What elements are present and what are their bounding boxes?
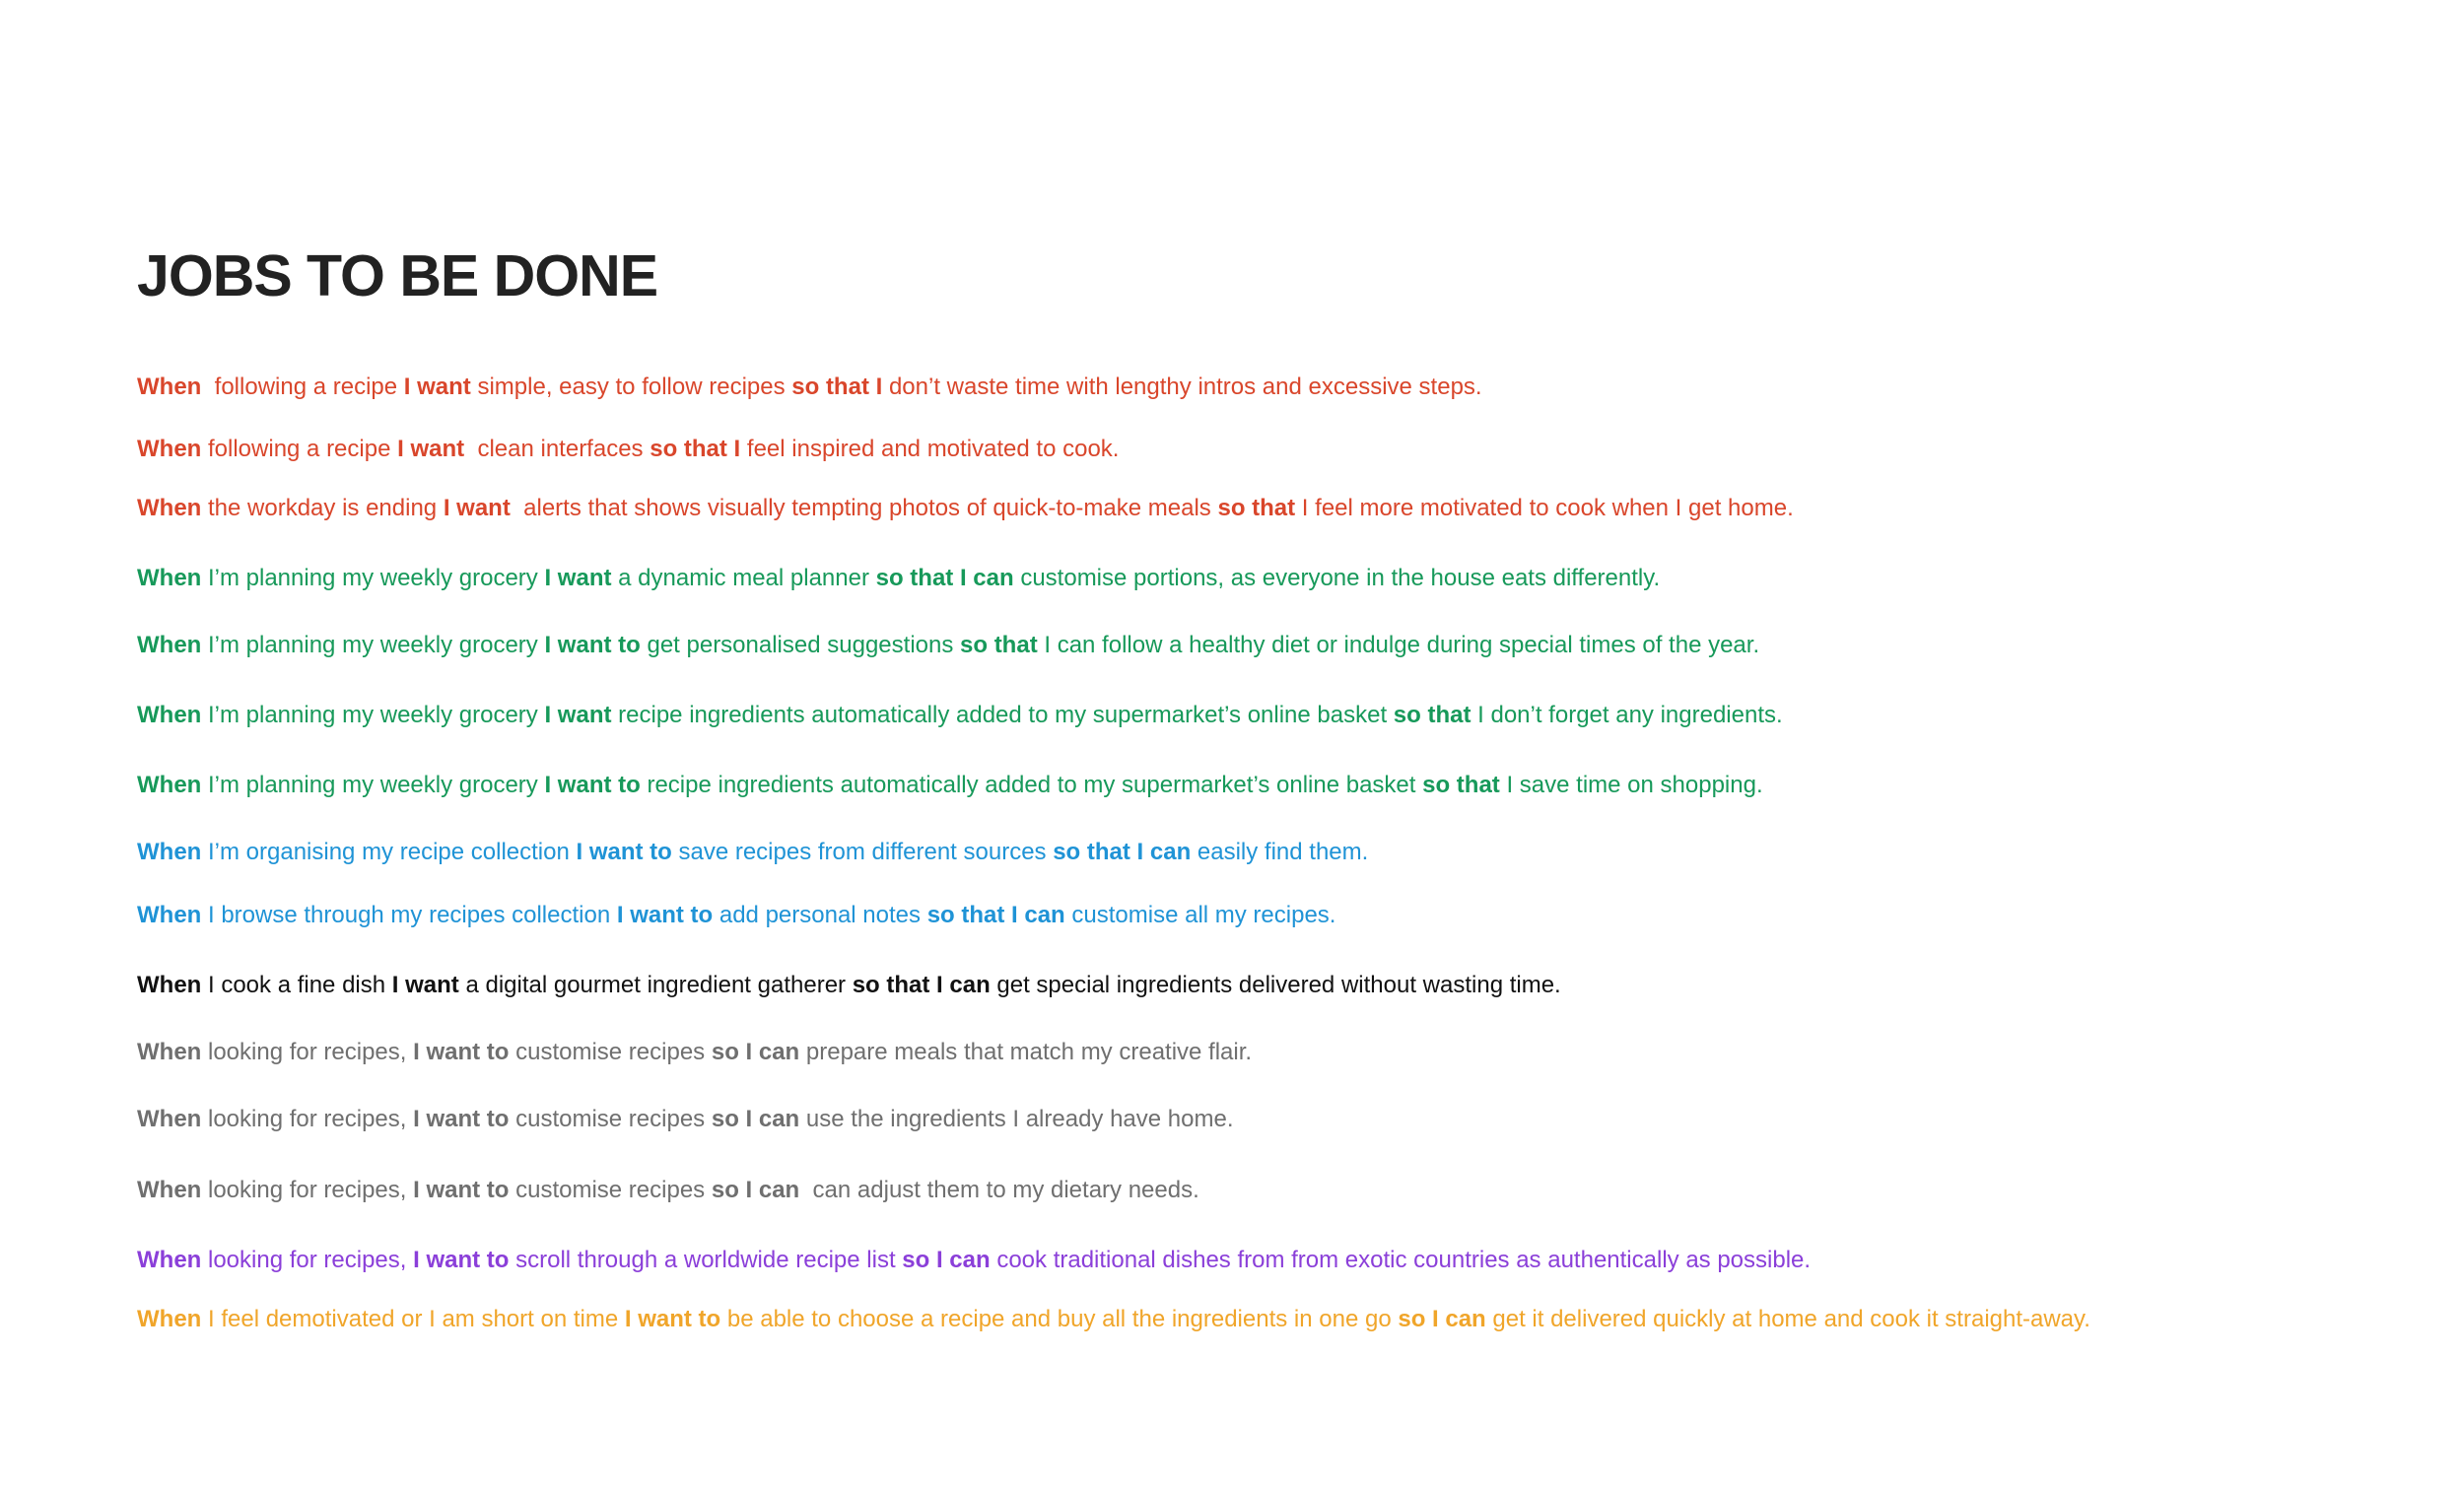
statement-text: I’m planning my weekly grocery: [201, 632, 545, 658]
statement-text: I cook a fine dish: [201, 972, 392, 998]
statement-keyword: When: [137, 1306, 202, 1332]
statement-keyword: so that I can: [852, 972, 991, 998]
statement-keyword: so I can: [1398, 1306, 1486, 1332]
statement-text: scroll through a worldwide recipe list: [509, 1247, 903, 1273]
jtbd-statement: [137, 1103, 1234, 1136]
statement-keyword: so I can: [711, 1039, 800, 1065]
statement-keyword: When: [137, 772, 202, 798]
statement-keyword: I want to: [544, 772, 641, 798]
jtbd-statement: [137, 699, 1783, 732]
jtbd-statement: [137, 629, 1759, 662]
jtbd-statement: [137, 562, 1660, 595]
statement-keyword: so I can: [711, 1106, 800, 1132]
statement-keyword: When: [137, 373, 208, 400]
jtbd-statement: [137, 1174, 1199, 1207]
statement-text: can adjust them to my dietary needs.: [805, 1177, 1199, 1203]
statement-keyword: When: [137, 1177, 202, 1203]
statement-text: customise recipes: [509, 1177, 712, 1203]
statement-keyword: When: [137, 1106, 202, 1132]
statement-text: following a recipe: [201, 436, 398, 462]
statement-text: recipe ingredients automatically added to my supermarket’s online basket: [640, 772, 1423, 798]
statement-keyword: so I can: [711, 1177, 806, 1203]
statement-keyword: I want: [391, 972, 459, 998]
statement-text: I’m planning my weekly grocery: [201, 702, 545, 728]
statement-text: get it delivered quickly at home and cook it straight-away.: [1485, 1306, 2090, 1332]
jtbd-statement: [137, 899, 1335, 932]
statement-text: I’m planning my weekly grocery: [201, 772, 545, 798]
page-title: JOBS TO BE DONE: [137, 243, 658, 308]
statement-keyword: When: [137, 839, 202, 865]
statement-text: looking for recipes,: [201, 1106, 414, 1132]
statement-keyword: I want to: [624, 1306, 721, 1332]
statement-keyword: When: [137, 902, 202, 928]
statement-text: customise portions, as everyone in the house eats differently.: [1013, 565, 1661, 591]
statement-text: the workday is ending: [201, 495, 444, 521]
statement-text: be able to choose a recipe and buy all the ingredients in one go: [720, 1306, 1399, 1332]
statement-text: save recipes from different sources: [671, 839, 1054, 865]
statement-text: customise all my recipes.: [1064, 902, 1336, 928]
statement-text: looking for recipes,: [201, 1247, 414, 1273]
statement-keyword: so that: [1217, 495, 1296, 521]
statement-keyword: I want to: [413, 1177, 510, 1203]
statement-text: I browse through my recipes collection: [201, 902, 617, 928]
statement-text: a dynamic meal planner: [611, 565, 876, 591]
statement-text: I’m planning my weekly grocery: [201, 565, 545, 591]
statement-text: customise recipes: [509, 1106, 712, 1132]
statement-keyword: I want: [544, 565, 612, 591]
statement-text: I save time on shopping.: [1499, 772, 1763, 798]
statement-keyword: When: [137, 565, 202, 591]
statement-text: feel inspired and motivated to cook.: [740, 436, 1120, 462]
statement-text: I feel demotivated or I am short on time: [201, 1306, 625, 1332]
statement-text: easily find them.: [1191, 839, 1369, 865]
jtbd-statement: [137, 1244, 1811, 1277]
statement-text: looking for recipes,: [201, 1177, 414, 1203]
statement-text: get special ingredients delivered without wasting time.: [990, 972, 1561, 998]
statement-keyword: I want to: [576, 839, 672, 865]
statement-keyword: so that I: [791, 373, 883, 400]
statement-keyword: I want to: [544, 632, 641, 658]
statement-text: looking for recipes,: [201, 1039, 414, 1065]
jtbd-statement: [137, 1303, 2090, 1336]
statement-keyword: When: [137, 1247, 202, 1273]
statement-keyword: so that I can: [926, 902, 1065, 928]
jtbd-statement: [137, 769, 1763, 802]
jtbd-statement: [137, 969, 1561, 1002]
statement-keyword: I want to: [413, 1247, 510, 1273]
jtbd-statement: [137, 1036, 1252, 1069]
statement-text: prepare meals that match my creative flair.: [799, 1039, 1253, 1065]
statement-text: don’t waste time with lengthy intros and excessive steps.: [882, 373, 1482, 400]
statement-keyword: I want to: [413, 1106, 510, 1132]
statement-keyword: I want: [397, 436, 471, 462]
statement-text: use the ingredients I already have home.: [799, 1106, 1234, 1132]
statement-text: customise recipes: [509, 1039, 712, 1065]
statement-text: cook traditional dishes from from exotic countries as authentically as possible.: [990, 1247, 1812, 1273]
statement-text: alerts that shows visually tempting photos of quick-to-make meals: [516, 495, 1218, 521]
statement-text: a digital gourmet ingredient gatherer: [458, 972, 853, 998]
statement-keyword: When: [137, 972, 202, 998]
statement-keyword: When: [137, 632, 202, 658]
statement-keyword: I want to: [616, 902, 714, 928]
statement-keyword: When: [137, 1039, 202, 1065]
jtbd-statement: [137, 492, 1794, 525]
jtbd-statement: [137, 836, 1368, 869]
statement-text: following a recipe: [208, 373, 404, 400]
statement-keyword: When: [137, 495, 202, 521]
statement-text: clean interfaces: [470, 436, 650, 462]
statement-text: I can follow a healthy diet or indulge during special times of the year.: [1037, 632, 1760, 658]
statement-text: simple, easy to follow recipes: [470, 373, 792, 400]
statement-keyword: I want: [403, 373, 471, 400]
jtbd-statement: [137, 371, 1482, 404]
statement-text: recipe ingredients automatically added to my supermarket’s online basket: [611, 702, 1394, 728]
statement-keyword: I want: [443, 495, 517, 521]
statement-keyword: so that: [1393, 702, 1472, 728]
statement-keyword: so that I can: [875, 565, 1014, 591]
statement-text: I don’t forget any ingredients.: [1471, 702, 1783, 728]
statement-text: get personalised suggestions: [640, 632, 961, 658]
statement-keyword: When: [137, 436, 202, 462]
statement-keyword: so that I: [650, 436, 741, 462]
statement-keyword: so that: [1422, 772, 1500, 798]
statement-keyword: so that: [960, 632, 1038, 658]
jtbd-statement: [137, 433, 1119, 466]
statement-keyword: When: [137, 702, 202, 728]
statement-text: I feel more motivated to cook when I get home.: [1295, 495, 1794, 521]
statement-keyword: I want: [544, 702, 612, 728]
statement-keyword: so that I can: [1053, 839, 1192, 865]
statement-text: I’m organising my recipe collection: [201, 839, 577, 865]
statement-keyword: so I can: [902, 1247, 991, 1273]
statement-keyword: I want to: [413, 1039, 510, 1065]
statement-text: add personal notes: [713, 902, 927, 928]
